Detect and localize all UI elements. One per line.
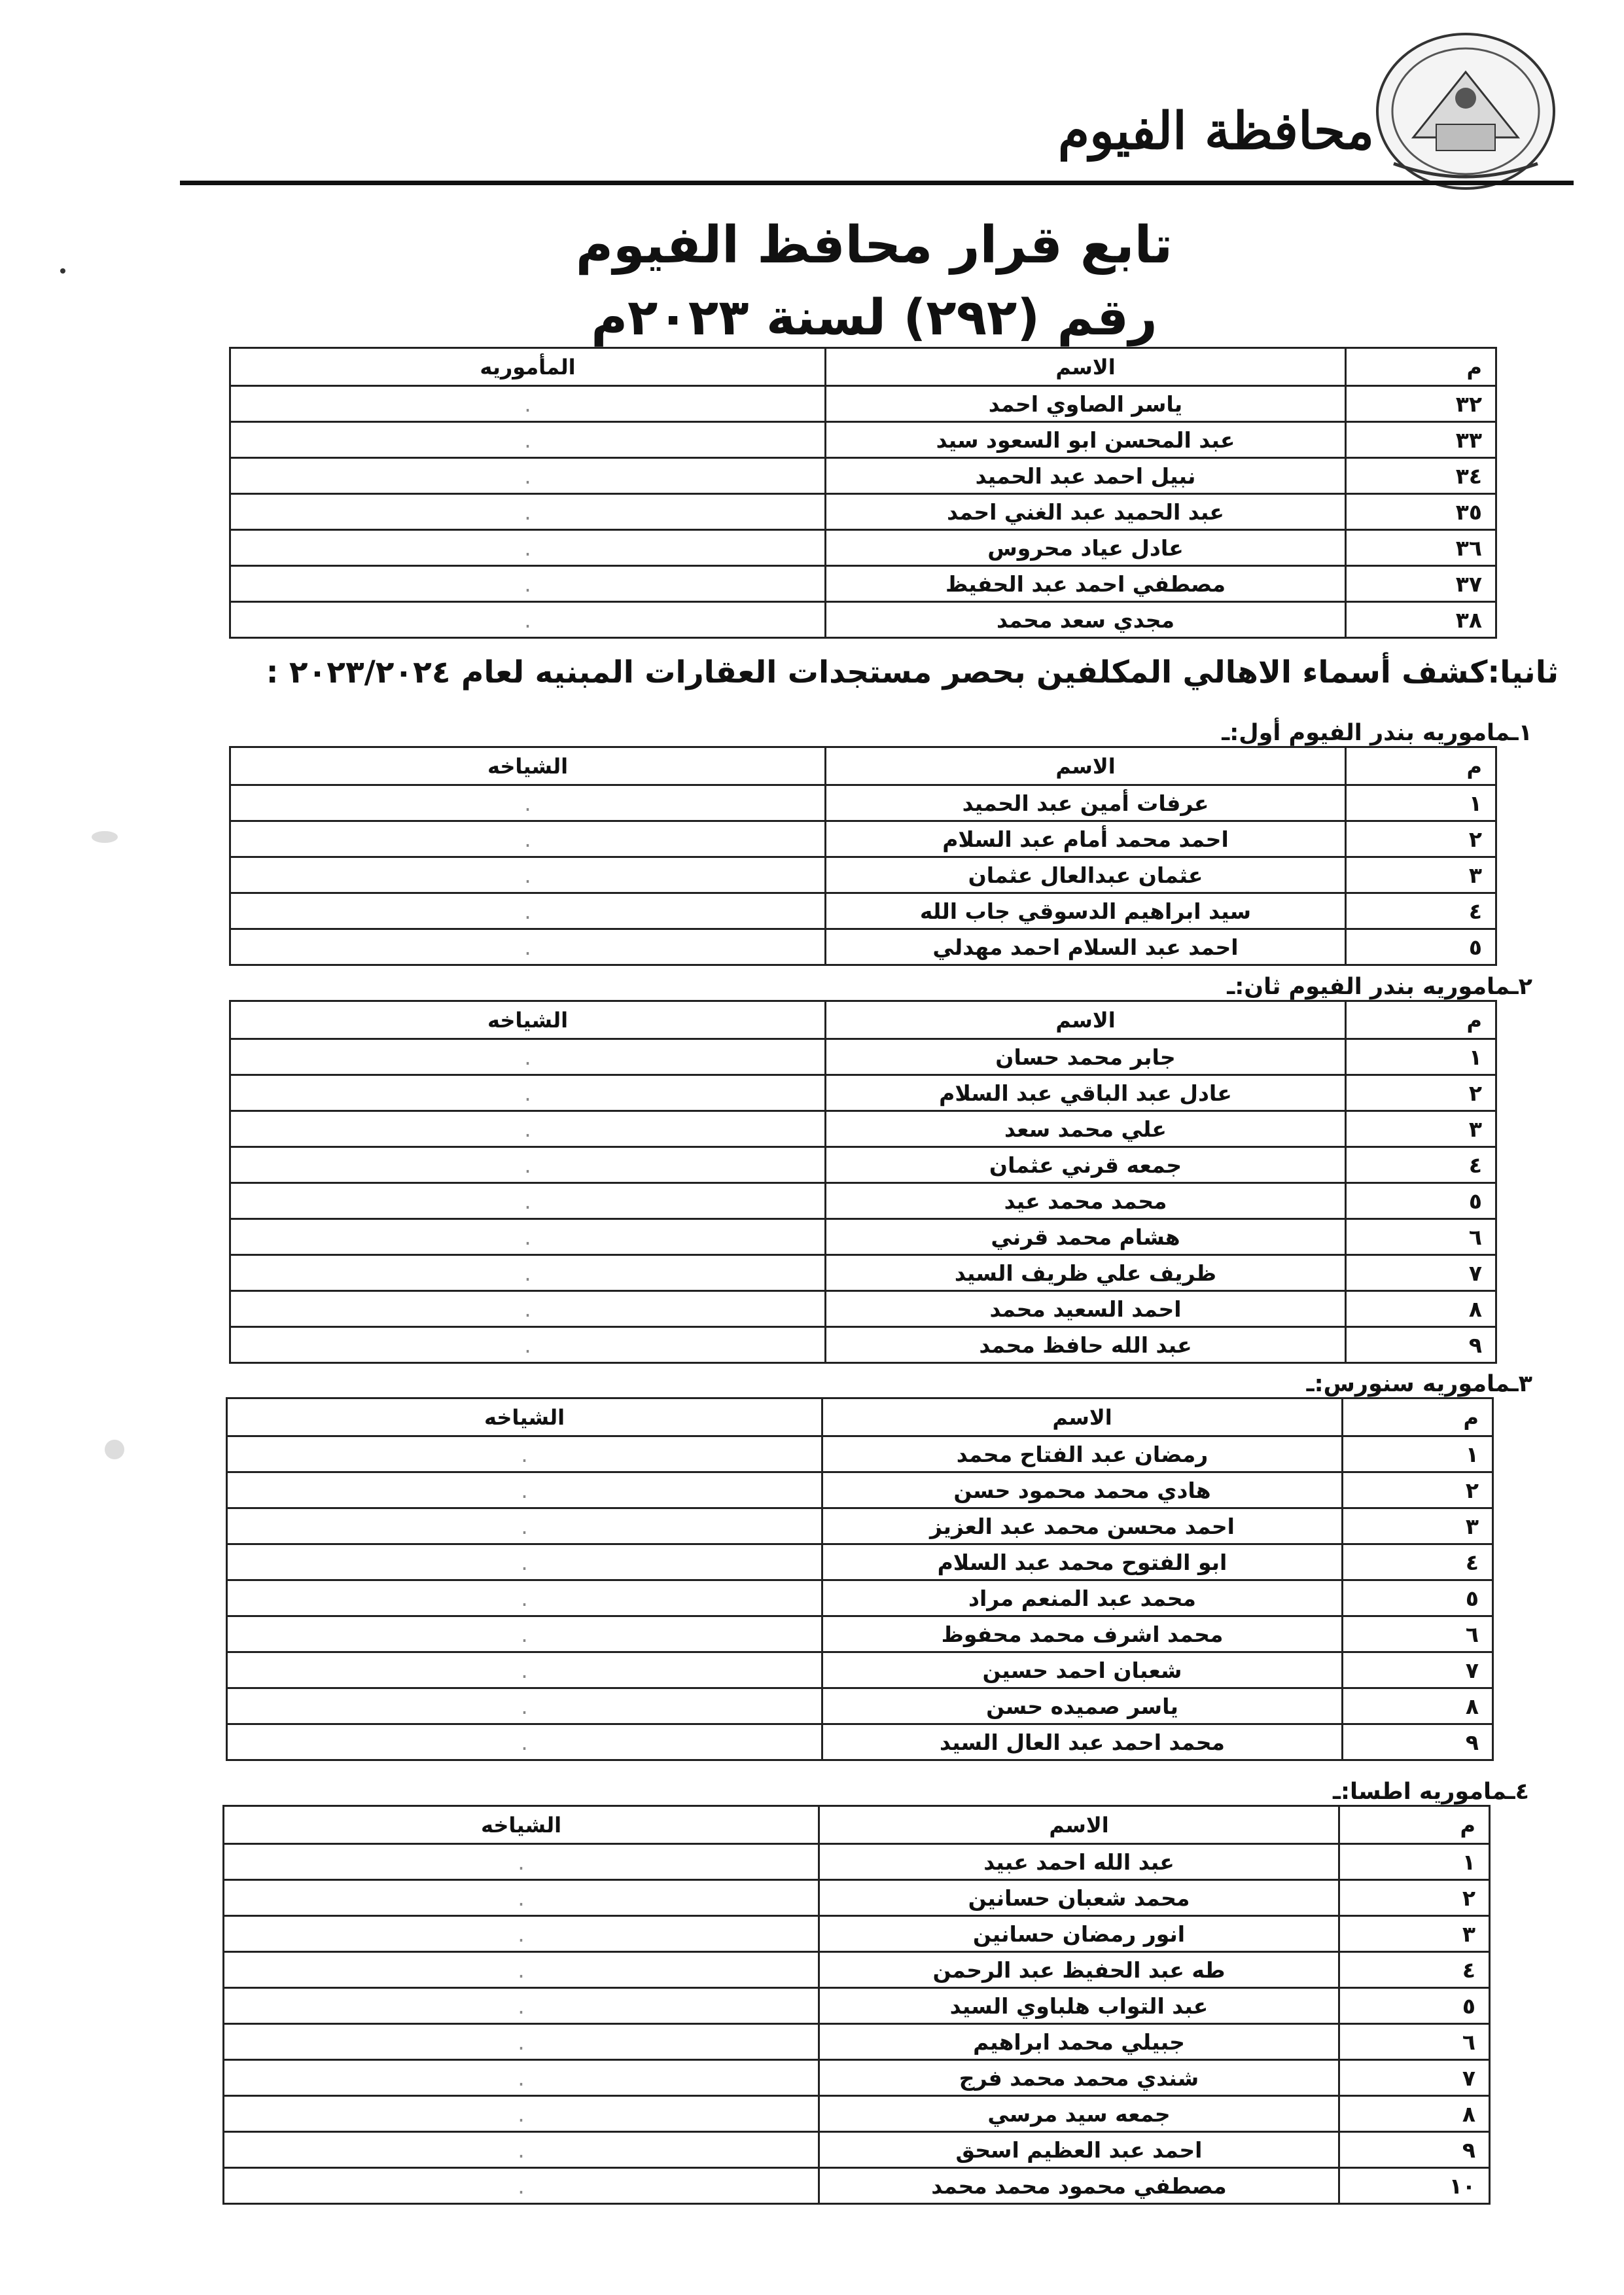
table-row [227,1688,1493,1724]
row-num: ٨ [1339,2096,1490,2132]
row-district: . [224,1952,819,1988]
table-row [230,422,1496,458]
row-district: . [227,1472,822,1508]
table-row [224,2096,1490,2132]
row-office: . [230,386,826,422]
office-label-2: ٢ـماموريه بندر الفيوم ثان:ـ [1227,974,1532,1000]
row-district: . [224,1916,819,1952]
row-num: ٣ [1339,1916,1490,1952]
header-num: م [1346,747,1496,785]
row-district: . [224,2168,819,2204]
row-num: ١ [1339,1844,1490,1880]
row-name: محمد شعبان حسانين [819,1880,1339,1916]
row-name: جمعه قرني عثمان [826,1147,1346,1183]
row-district: . [230,1183,826,1219]
table-row [230,893,1496,929]
row-name: هادي محمد محمود حسن [822,1472,1343,1508]
section-two-heading: ثانيا:كشف أسماء الاهالي المكلفين بحصر مستجدات العقارات المبنيه لعام ٢٠٢٣/٢٠٢٤ : [266,654,1559,690]
row-district: . [230,1147,826,1183]
row-name: احمد السعيد محمد [826,1291,1346,1327]
row-num: ٥ [1339,1988,1490,2024]
table-row [227,1472,1493,1508]
row-num: ١ [1343,1436,1493,1472]
row-num: ٣ [1346,857,1496,893]
office-label-3: ٣ـماموريه سنورس:ـ [1306,1371,1532,1397]
page-header [177,13,1577,190]
row-num: ٣٨ [1346,602,1496,638]
row-district: . [230,893,826,929]
row-district: . [230,1111,826,1147]
header-num: م [1339,1806,1490,1844]
office-label-1: ١ـماموريه بندر الفيوم أول:ـ [1222,720,1532,746]
row-num: ٥ [1343,1580,1493,1616]
office-label-4: ٤ـماموريه اطسا:ـ [1333,1779,1529,1805]
table-row [224,2060,1490,2096]
governorate-name: محافظة الفيوم [1057,101,1374,161]
table-row [230,857,1496,893]
table-row [224,2024,1490,2060]
row-num: ٤ [1346,893,1496,929]
header-num: م [1346,1001,1496,1039]
office-table-2 [229,1000,1497,1364]
row-num: ٢ [1339,1880,1490,1916]
row-num: ٣٧ [1346,566,1496,602]
row-num: ٦ [1343,1616,1493,1652]
row-num: ٧ [1339,2060,1490,2096]
row-name: جبيلي محمد ابراهيم [819,2024,1339,2060]
row-num: ٨ [1346,1291,1496,1327]
row-num: ٦ [1339,2024,1490,2060]
table-row [230,1291,1496,1327]
row-district: . [224,2132,819,2168]
row-district: . [227,1724,822,1760]
row-num: ٣٦ [1346,530,1496,566]
table-row [230,1255,1496,1291]
table-row [230,566,1496,602]
table-row [230,1147,1496,1183]
decree-number: رقم (٢٩٢) لسنة ٢٠٢٣م [591,288,1157,346]
table-row [224,1844,1490,1880]
row-name: مجدي سعد محمد [826,602,1346,638]
row-district: . [224,1880,819,1916]
row-office: . [230,602,826,638]
table-row [230,1327,1496,1363]
row-num: ٣٥ [1346,494,1496,530]
row-district: . [227,1688,822,1724]
row-name: محمد محمد عيد [826,1183,1346,1219]
table-row [224,2132,1490,2168]
row-num: ٩ [1346,1327,1496,1363]
decree-title: تابع قرار محافظ الفيوم [575,216,1173,275]
table-header-row [230,1001,1496,1039]
row-num: ٣ [1346,1111,1496,1147]
scan-speck [105,1440,124,1459]
table-row [227,1652,1493,1688]
header-name: الاسم [826,348,1346,386]
table-row [230,1111,1496,1147]
row-num: ٩ [1343,1724,1493,1760]
row-num: ٣ [1343,1508,1493,1544]
row-district: . [230,821,826,857]
office-table-4 [222,1805,1491,2205]
row-district: . [227,1544,822,1580]
row-name: احمد محسن محمد عبد العزيز [822,1508,1343,1544]
header-district: الشياخه [230,747,826,785]
row-name: علي محمد سعد [826,1111,1346,1147]
row-num: ٢ [1343,1472,1493,1508]
row-name: عبد الله احمد عبيد [819,1844,1339,1880]
header-name: الاسم [826,1001,1346,1039]
table-row [230,1219,1496,1255]
header-name: الاسم [819,1806,1339,1844]
row-name: هشام محمد قرني [826,1219,1346,1255]
table-header-row [227,1398,1493,1436]
row-num: ٧ [1343,1652,1493,1688]
row-district: . [227,1580,822,1616]
row-name: ياسر صميده حسن [822,1688,1343,1724]
table-row [224,1880,1490,1916]
scan-speck [92,831,118,843]
row-name: محمد اشرف محمد محفوظ [822,1616,1343,1652]
row-district: . [230,785,826,821]
row-name: ظريف علي ظريف السيد [826,1255,1346,1291]
row-num: ٨ [1343,1688,1493,1724]
row-name: احمد محمد أمام عبد السلام [826,821,1346,857]
row-name: شعبان احمد حسين [822,1652,1343,1688]
row-num: ١ [1346,785,1496,821]
header-name: الاسم [822,1398,1343,1436]
row-name: رمضان عبد الفتاح محمد [822,1436,1343,1472]
row-district: . [227,1616,822,1652]
office-table-3 [226,1397,1494,1761]
continuation-table [229,347,1497,639]
table-header-row [230,747,1496,785]
row-num: ٢ [1346,821,1496,857]
table-row [230,1075,1496,1111]
row-district: . [227,1436,822,1472]
row-num: ٣٣ [1346,422,1496,458]
row-num: ٤ [1343,1544,1493,1580]
table-row [224,1952,1490,1988]
row-district: . [227,1508,822,1544]
table-row [224,1916,1490,1952]
row-district: . [230,857,826,893]
row-office: . [230,458,826,494]
row-num: ٣٤ [1346,458,1496,494]
table-row [224,1988,1490,2024]
row-district: . [230,1075,826,1111]
row-district: . [230,1219,826,1255]
row-district: . [224,1988,819,2024]
row-name: احمد عبد السلام احمد مهدلي [826,929,1346,965]
table-row [224,2168,1490,2204]
header-num: م [1346,348,1496,386]
row-office: . [230,494,826,530]
header-district: الشياخه [227,1398,822,1436]
row-district: . [230,1327,826,1363]
row-num: ١٠ [1339,2168,1490,2204]
row-district: . [230,1255,826,1291]
header-office: المأموريه [230,348,826,386]
row-name: ياسر الصاوي احمد [826,386,1346,422]
office-table-1 [229,746,1497,966]
row-name: جابر محمد حسان [826,1039,1346,1075]
header-num: م [1343,1398,1493,1436]
row-office: . [230,566,826,602]
row-num: ٥ [1346,1183,1496,1219]
row-name: عبد التواب هلباوي السيد [819,1988,1339,2024]
table-row [227,1724,1493,1760]
governorate-emblem-icon [1368,26,1564,196]
header-name: الاسم [826,747,1346,785]
row-num: ٣٢ [1346,386,1496,422]
table-row [230,821,1496,857]
row-num: ٧ [1346,1255,1496,1291]
row-num: ٤ [1346,1147,1496,1183]
row-name: مصطفي محمود محمد محمد [819,2168,1339,2204]
table-row [230,458,1496,494]
table-row [230,530,1496,566]
table-row [227,1544,1493,1580]
row-office: . [230,422,826,458]
table-row [227,1508,1493,1544]
row-office: . [230,530,826,566]
table-row [230,494,1496,530]
header-divider [180,181,1574,185]
table-row [230,1039,1496,1075]
row-district: . [224,1844,819,1880]
row-name: ابو الفتوح محمد عبد السلام [822,1544,1343,1580]
row-num: ١ [1346,1039,1496,1075]
row-name: عثمان عبدالعال عثمان [826,857,1346,893]
row-num: ٢ [1346,1075,1496,1111]
row-name: محمد عبد المنعم مراد [822,1580,1343,1616]
table-row [230,1183,1496,1219]
row-name: نبيل احمد عبد الحميد [826,458,1346,494]
table-row [230,929,1496,965]
table-row [230,602,1496,638]
row-district: . [227,1652,822,1688]
table-row [227,1580,1493,1616]
table-row [230,386,1496,422]
header-district: الشياخه [224,1806,819,1844]
row-district: . [230,1291,826,1327]
row-name: عرفات أمين عبد الحميد [826,785,1346,821]
table-row [227,1436,1493,1472]
row-num: ٩ [1339,2132,1490,2168]
row-num: ٥ [1346,929,1496,965]
row-name: جمعه سيد مرسي [819,2096,1339,2132]
row-name: انور رمضان حسانين [819,1916,1339,1952]
row-name: مصطفي احمد عبد الحفيظ [826,566,1346,602]
header-district: الشياخه [230,1001,826,1039]
row-name: محمد احمد عبد العال السيد [822,1724,1343,1760]
table-header-row [230,348,1496,386]
row-name: سيد ابراهيم الدسوقي جاب الله [826,893,1346,929]
row-name: احمد عبد العظيم اسحق [819,2132,1339,2168]
row-name: عبد المحسن ابو السعود سيد [826,422,1346,458]
row-num: ٤ [1339,1952,1490,1988]
row-district: . [230,1039,826,1075]
row-name: عبد الحميد عبد الغني احمد [826,494,1346,530]
scan-speck [60,268,65,274]
row-name: طه عبد الحفيظ عبد الرحمن [819,1952,1339,1988]
table-row [227,1616,1493,1652]
row-district: . [230,929,826,965]
row-name: عبد الله حافظ محمد [826,1327,1346,1363]
row-name: عادل عياد محروس [826,530,1346,566]
row-district: . [224,2096,819,2132]
table-header-row [224,1806,1490,1844]
row-district: . [224,2060,819,2096]
table-row [230,785,1496,821]
row-name: شندي محمد محمد فرج [819,2060,1339,2096]
row-district: . [224,2024,819,2060]
row-name: عادل عبد الباقي عبد السلام [826,1075,1346,1111]
row-num: ٦ [1346,1219,1496,1255]
